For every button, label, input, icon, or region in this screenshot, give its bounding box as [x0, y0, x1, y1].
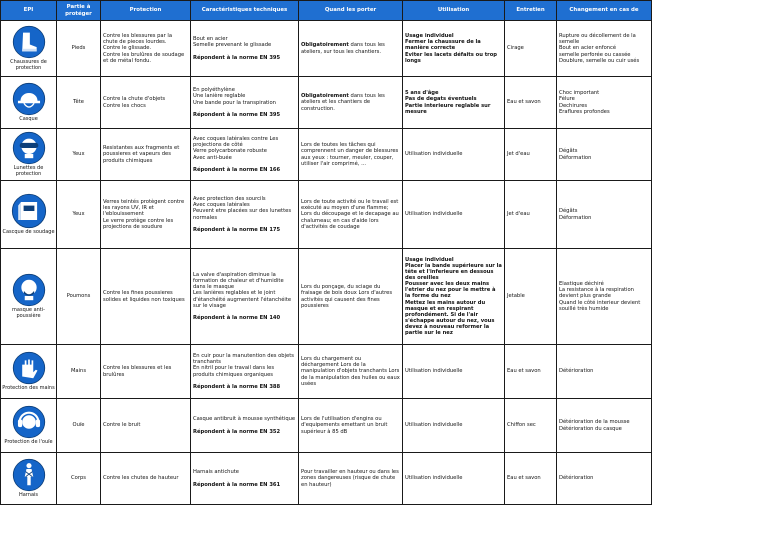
norm-text: Répondent à la norme EN 140 — [193, 314, 281, 321]
change-cell — [557, 249, 652, 345]
when-text: dans tous les ateliers, sur tous les chantiers. — [301, 42, 385, 55]
use-line: Fermer la chaussure de la manière correcte — [405, 39, 481, 52]
use-cell — [403, 21, 505, 77]
protection-cell — [101, 181, 191, 249]
tech-line: En polyéthylène — [193, 87, 235, 94]
maint-cell: Eau et savon — [505, 345, 557, 399]
when-text: Lors du chargement ou déchargement Lors de la manipulation d'objets tranchants Lors de la manipulation des huiles ou eaux usées — [301, 356, 400, 387]
ear-protection-icon — [12, 405, 46, 439]
epi-cell — [1, 249, 57, 345]
protection-cell — [101, 453, 191, 505]
tech-line: En nitril pour le travail dans les produits chimiques organiques — [193, 365, 275, 378]
epi-cell — [1, 453, 57, 505]
epi-label: Harnais — [18, 492, 39, 499]
table-row — [1, 399, 652, 453]
norm-text: Répondent à la norme EN 166 — [193, 166, 281, 173]
use-cell — [403, 345, 505, 399]
use-line: Pas de degats éventuels — [405, 96, 477, 103]
when-cell — [299, 129, 403, 181]
protection-line: Resistantes aux fragments et poussieres et vapeurs des produits chimiques — [103, 145, 180, 164]
maint-cell: Jetable — [505, 249, 557, 345]
protection-line: Contre les brulûres de soudage et de métal fondu. — [103, 51, 185, 64]
header-part: Partie à protéger — [57, 1, 101, 21]
header-change: Changement en cas de — [557, 1, 652, 21]
when-bold: Obligatoirement — [301, 93, 349, 100]
protection-line: Contre les blessures et les brulûres — [103, 365, 172, 378]
tech-cell — [191, 399, 299, 453]
change-line: Dechirures — [559, 102, 588, 109]
table-row — [1, 345, 652, 399]
use-line: Placer la bande supérieure sur la tête et l'inferieure en dessous des oreilles — [405, 262, 502, 282]
use-cell — [403, 399, 505, 453]
tech-line: Avec coques latérales contre Les projections de côté — [193, 136, 279, 149]
protection-line: Le verre protège contre les projections de soudure — [103, 217, 174, 230]
norm-text: Répondent à la norme EN 361 — [193, 481, 281, 488]
when-text: Lors de toutes les tâches qui comprennent un danger de blessures aux yeux : tourner, meuler, couper, utiliser l'air comprimé, ... — [301, 142, 399, 167]
use-line: Usage individuel — [405, 256, 454, 263]
part-cell: Yeux — [57, 181, 101, 249]
epi-label: Protection de l'ouïe — [4, 439, 53, 446]
change-cell — [557, 21, 652, 77]
change-line: semelle perforée ou cassée — [559, 51, 631, 58]
header-maint: Entretien — [505, 1, 557, 21]
gloves-icon — [12, 351, 46, 385]
change-line: La resistance à la respiration devient plus grande — [559, 287, 634, 300]
tech-line: En cuir pour la manutention des objets tranchants — [193, 353, 294, 366]
protection-line: Contre les blessures par la chute de pieces lourdes. — [103, 33, 173, 46]
when-cell — [299, 453, 403, 505]
when-text: dans tous les ateliers et les chantiers de construction. — [301, 93, 385, 112]
change-cell — [557, 345, 652, 399]
use-cell — [403, 453, 505, 505]
tech-line: Les lanières reglables et le joint d'étanchéité augmentent l'étanchéite sur le visage — [193, 290, 292, 309]
protection-line: Contre les fines poussieres solides et liquides non toxiques — [103, 290, 185, 303]
table-row — [1, 129, 652, 181]
tech-line: Une bande pour la transpiration — [193, 99, 276, 106]
tech-cell — [191, 345, 299, 399]
dust-mask-icon — [12, 273, 46, 307]
part-cell: Poumons — [57, 249, 101, 345]
part-cell: Yeux — [57, 129, 101, 181]
protection-cell — [101, 21, 191, 77]
change-line: Eraflures profondes — [559, 108, 610, 115]
when-cell — [299, 249, 403, 345]
change-line: Doublure, semelle ou cuir usés — [559, 57, 640, 64]
when-text: Pour travailler en hauteur ou dans les zones dangereuses (risque de chute en hauteur) — [301, 469, 399, 488]
change-line: Déformation — [559, 154, 592, 161]
use-line: Eviter les lacets défaits ou trop longs — [405, 51, 498, 64]
protection-cell — [101, 129, 191, 181]
helmet-icon — [12, 82, 46, 116]
protection-cell — [101, 77, 191, 129]
use-cell — [403, 249, 505, 345]
use-cell — [403, 181, 505, 249]
when-bold: Obligatoirement — [301, 42, 349, 49]
maint-cell: Eau et savon — [505, 77, 557, 129]
use-line: Utilisation individuelle — [405, 368, 463, 375]
protection-cell — [101, 399, 191, 453]
epi-label: Lunettes de protection — [13, 165, 44, 177]
use-cell — [403, 129, 505, 181]
change-line: Choc important — [559, 90, 600, 97]
welding-mask-icon — [11, 193, 47, 229]
header-tech: Caractéristiques techniques — [191, 1, 299, 21]
change-line: Détérioration — [559, 368, 594, 375]
part-cell: Corps — [57, 453, 101, 505]
when-cell — [299, 21, 403, 77]
goggles-icon — [12, 131, 46, 165]
harness-icon — [12, 458, 46, 492]
use-line: 5 ans d'âge — [405, 90, 439, 97]
norm-text: Répondent à la norme EN 395 — [193, 54, 281, 61]
change-line: Déformation — [559, 214, 592, 221]
part-cell: Ouïe — [57, 399, 101, 453]
when-cell — [299, 345, 403, 399]
when-text: Lors du ponçage, du sciage du fraisage de bois doux Lors d'autres activités qui causent des fines poussieres — [301, 284, 393, 309]
when-text: Lors de toute activité ou le travail est exécuté au moyen d'une flamme; Lors du découpage et le decapage au chalumeau; en cas d'aide lors d'activités de coudage — [301, 199, 399, 230]
protection-cell — [101, 249, 191, 345]
use-line: Utilisation individuelle — [405, 151, 463, 158]
tech-line: Casque antibruit à mousse synthétique — [193, 416, 296, 423]
epi-label: masque anti-poussière — [12, 307, 45, 319]
change-cell — [557, 399, 652, 453]
epi-cell — [1, 399, 57, 453]
tech-cell — [191, 77, 299, 129]
maint-cell: Jet d'eau — [505, 129, 557, 181]
tech-line: La valve d'aspiration diminue la formation de chaleur et d'humidite dans le masque — [193, 272, 284, 291]
tech-line: Avec coques latérales — [193, 202, 250, 209]
protection-line: Contre le glissade. — [103, 45, 152, 52]
header-when: Quand les porter — [299, 1, 403, 21]
epi-cell — [1, 77, 57, 129]
epi-cell — [1, 181, 57, 249]
use-line: Utilisation individuelle — [405, 422, 463, 429]
use-line: Utilisation individuelle — [405, 475, 463, 482]
change-cell — [557, 77, 652, 129]
protection-line: Contre les chocs — [103, 102, 146, 109]
use-line: Partie interieure reglable sur mesure — [405, 102, 491, 115]
epi-label: Protection des mains — [2, 385, 55, 392]
change-line: Félure — [559, 96, 575, 103]
tech-line: Bout en acier — [193, 36, 228, 43]
tech-line: Peuvent etre placées sur des lunettes normales — [193, 208, 292, 221]
part-cell: Mains — [57, 345, 101, 399]
tech-line: Une lanière reglable — [193, 93, 246, 100]
when-text: Lors de l'utilisation d'engins ou d'equipements emettant un bruit supérieur à 85 dB — [301, 416, 388, 435]
tech-line: Verre polycarbonate robuste — [193, 148, 267, 155]
tech-cell — [191, 453, 299, 505]
epi-cell — [1, 345, 57, 399]
use-cell — [403, 77, 505, 129]
change-line: Dégâts — [559, 148, 578, 155]
change-line: Rupture ou décollement de la semelle — [559, 33, 636, 46]
epi-label: Cascque de soudage — [2, 229, 55, 236]
maint-cell: Eau et savon — [505, 453, 557, 505]
maint-cell: Cirage — [505, 21, 557, 77]
protection-cell — [101, 345, 191, 399]
when-cell — [299, 399, 403, 453]
part-cell: Tête — [57, 77, 101, 129]
change-line: Détérioration — [559, 475, 594, 482]
header-row — [1, 1, 652, 21]
norm-text: Répondent à la norme EN 388 — [193, 383, 281, 390]
header-epi: EPI — [1, 1, 57, 21]
tech-cell — [191, 129, 299, 181]
tech-line: Avec anti-buée — [193, 154, 232, 161]
table-row — [1, 453, 652, 505]
table-row — [1, 181, 652, 249]
epi-label: Casque — [19, 116, 38, 123]
table-row — [1, 77, 652, 129]
change-cell — [557, 181, 652, 249]
header-use: Utilisation — [403, 1, 505, 21]
table-row — [1, 21, 652, 77]
change-line: Bout en acier enfoncé — [559, 45, 617, 52]
tech-cell — [191, 249, 299, 345]
use-line: Usage individuel — [405, 33, 454, 40]
change-line: Elastique déchiré — [559, 281, 604, 288]
epi-cell — [1, 129, 57, 181]
protection-line: Verres teintés protègent contre les rayons UV, IR et l'eblouissement — [103, 199, 185, 218]
maint-cell: Jet d'eau — [505, 181, 557, 249]
part-cell: Pieds — [57, 21, 101, 77]
use-line: Pousser avec les deux mains l'etrier du nez pour le mettre à la forme du nez — [405, 281, 496, 300]
tech-line: Avec protection des sourcils — [193, 196, 266, 203]
tech-line: Harnais antichute — [193, 469, 239, 476]
change-line: Quand le côté interieur devient souillé très humide — [559, 299, 641, 312]
change-line: Détérioration de la mousse — [559, 419, 630, 426]
table-row — [1, 249, 652, 345]
tech-cell — [191, 21, 299, 77]
when-cell — [299, 181, 403, 249]
change-line: Détérioration du casque — [559, 425, 622, 432]
protection-line: Contre la chute d'objets — [103, 96, 166, 103]
use-line: Utilisation individuelle — [405, 211, 463, 218]
change-cell — [557, 453, 652, 505]
norm-text: Répondent à la norme EN 175 — [193, 226, 281, 233]
tech-line: Semelle prevenant le glissade — [193, 42, 272, 49]
protection-line: Contre le bruit — [103, 422, 141, 429]
norm-text: Répondent à la norme EN 352 — [193, 428, 281, 435]
protection-line: Contre les chutes de hauteur — [103, 475, 179, 482]
header-protection: Protection — [101, 1, 191, 21]
norm-text: Répondent à la norme EN 395 — [193, 111, 281, 118]
when-cell — [299, 77, 403, 129]
change-line: Dégâts — [559, 208, 578, 215]
change-cell — [557, 129, 652, 181]
use-line: Mettez les mains autour du masque et en respirant profondément. Si de l'air s'échappe autour du nez, vous devez à nouveau reformer la partie sur le nez — [405, 299, 495, 337]
tech-cell — [191, 181, 299, 249]
boot-icon — [12, 25, 46, 59]
epi-cell — [1, 21, 57, 77]
maint-cell: Chiffon sec — [505, 399, 557, 453]
epi-label: Chaussures de protection — [10, 59, 47, 71]
